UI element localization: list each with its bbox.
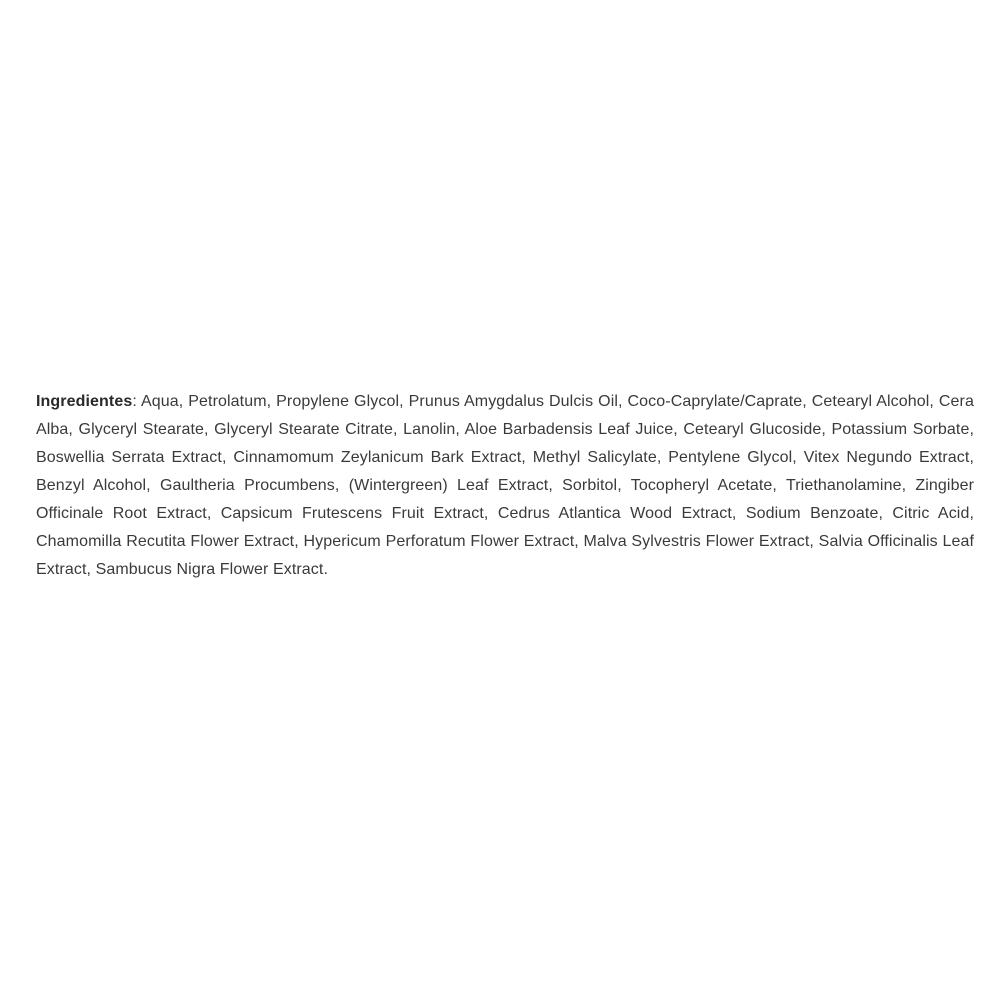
ingredients-label: Ingredientes xyxy=(36,393,133,410)
ingredients-list: : Aqua, Petrolatum, Propylene Glycol, Prunus Amygdalus Dulcis Oil, Coco-Caprylate/Caprate, Cetearyl Alcohol, Cera Alba, Glyceryl Stearate, Glyceryl Stearate Citrate, Lanolin, Aloe Barbadensis Leaf Juice, Cetearyl Glucoside, Potassium Sorbate, Boswellia Serrata Extract, Cinnamomum Zeylanicum Bark Extract, Methyl Salicylate, Pentylene Glycol, Vitex Negundo Extract, Benzyl Alcohol, Gaultheria Procumbens, (Wintergreen) Leaf Extract, Sorbitol, Tocopheryl Acetate, Triethanolamine, Zingiber Officinale Root Extract, Capsicum Frutescens Fruit Extract, Cedrus Atlantica Wood Extract, Sodium Benzoate, Citric Acid, Chamomilla Recutita Flower Extract, Hypericum Perforatum Flower Extract, Malva Sylvestris Flower Extract, Salvia Officinalis Leaf Extract, Sambucus Nigra Flower Extract. xyxy=(36,393,974,578)
ingredients-paragraph xyxy=(36,388,974,584)
